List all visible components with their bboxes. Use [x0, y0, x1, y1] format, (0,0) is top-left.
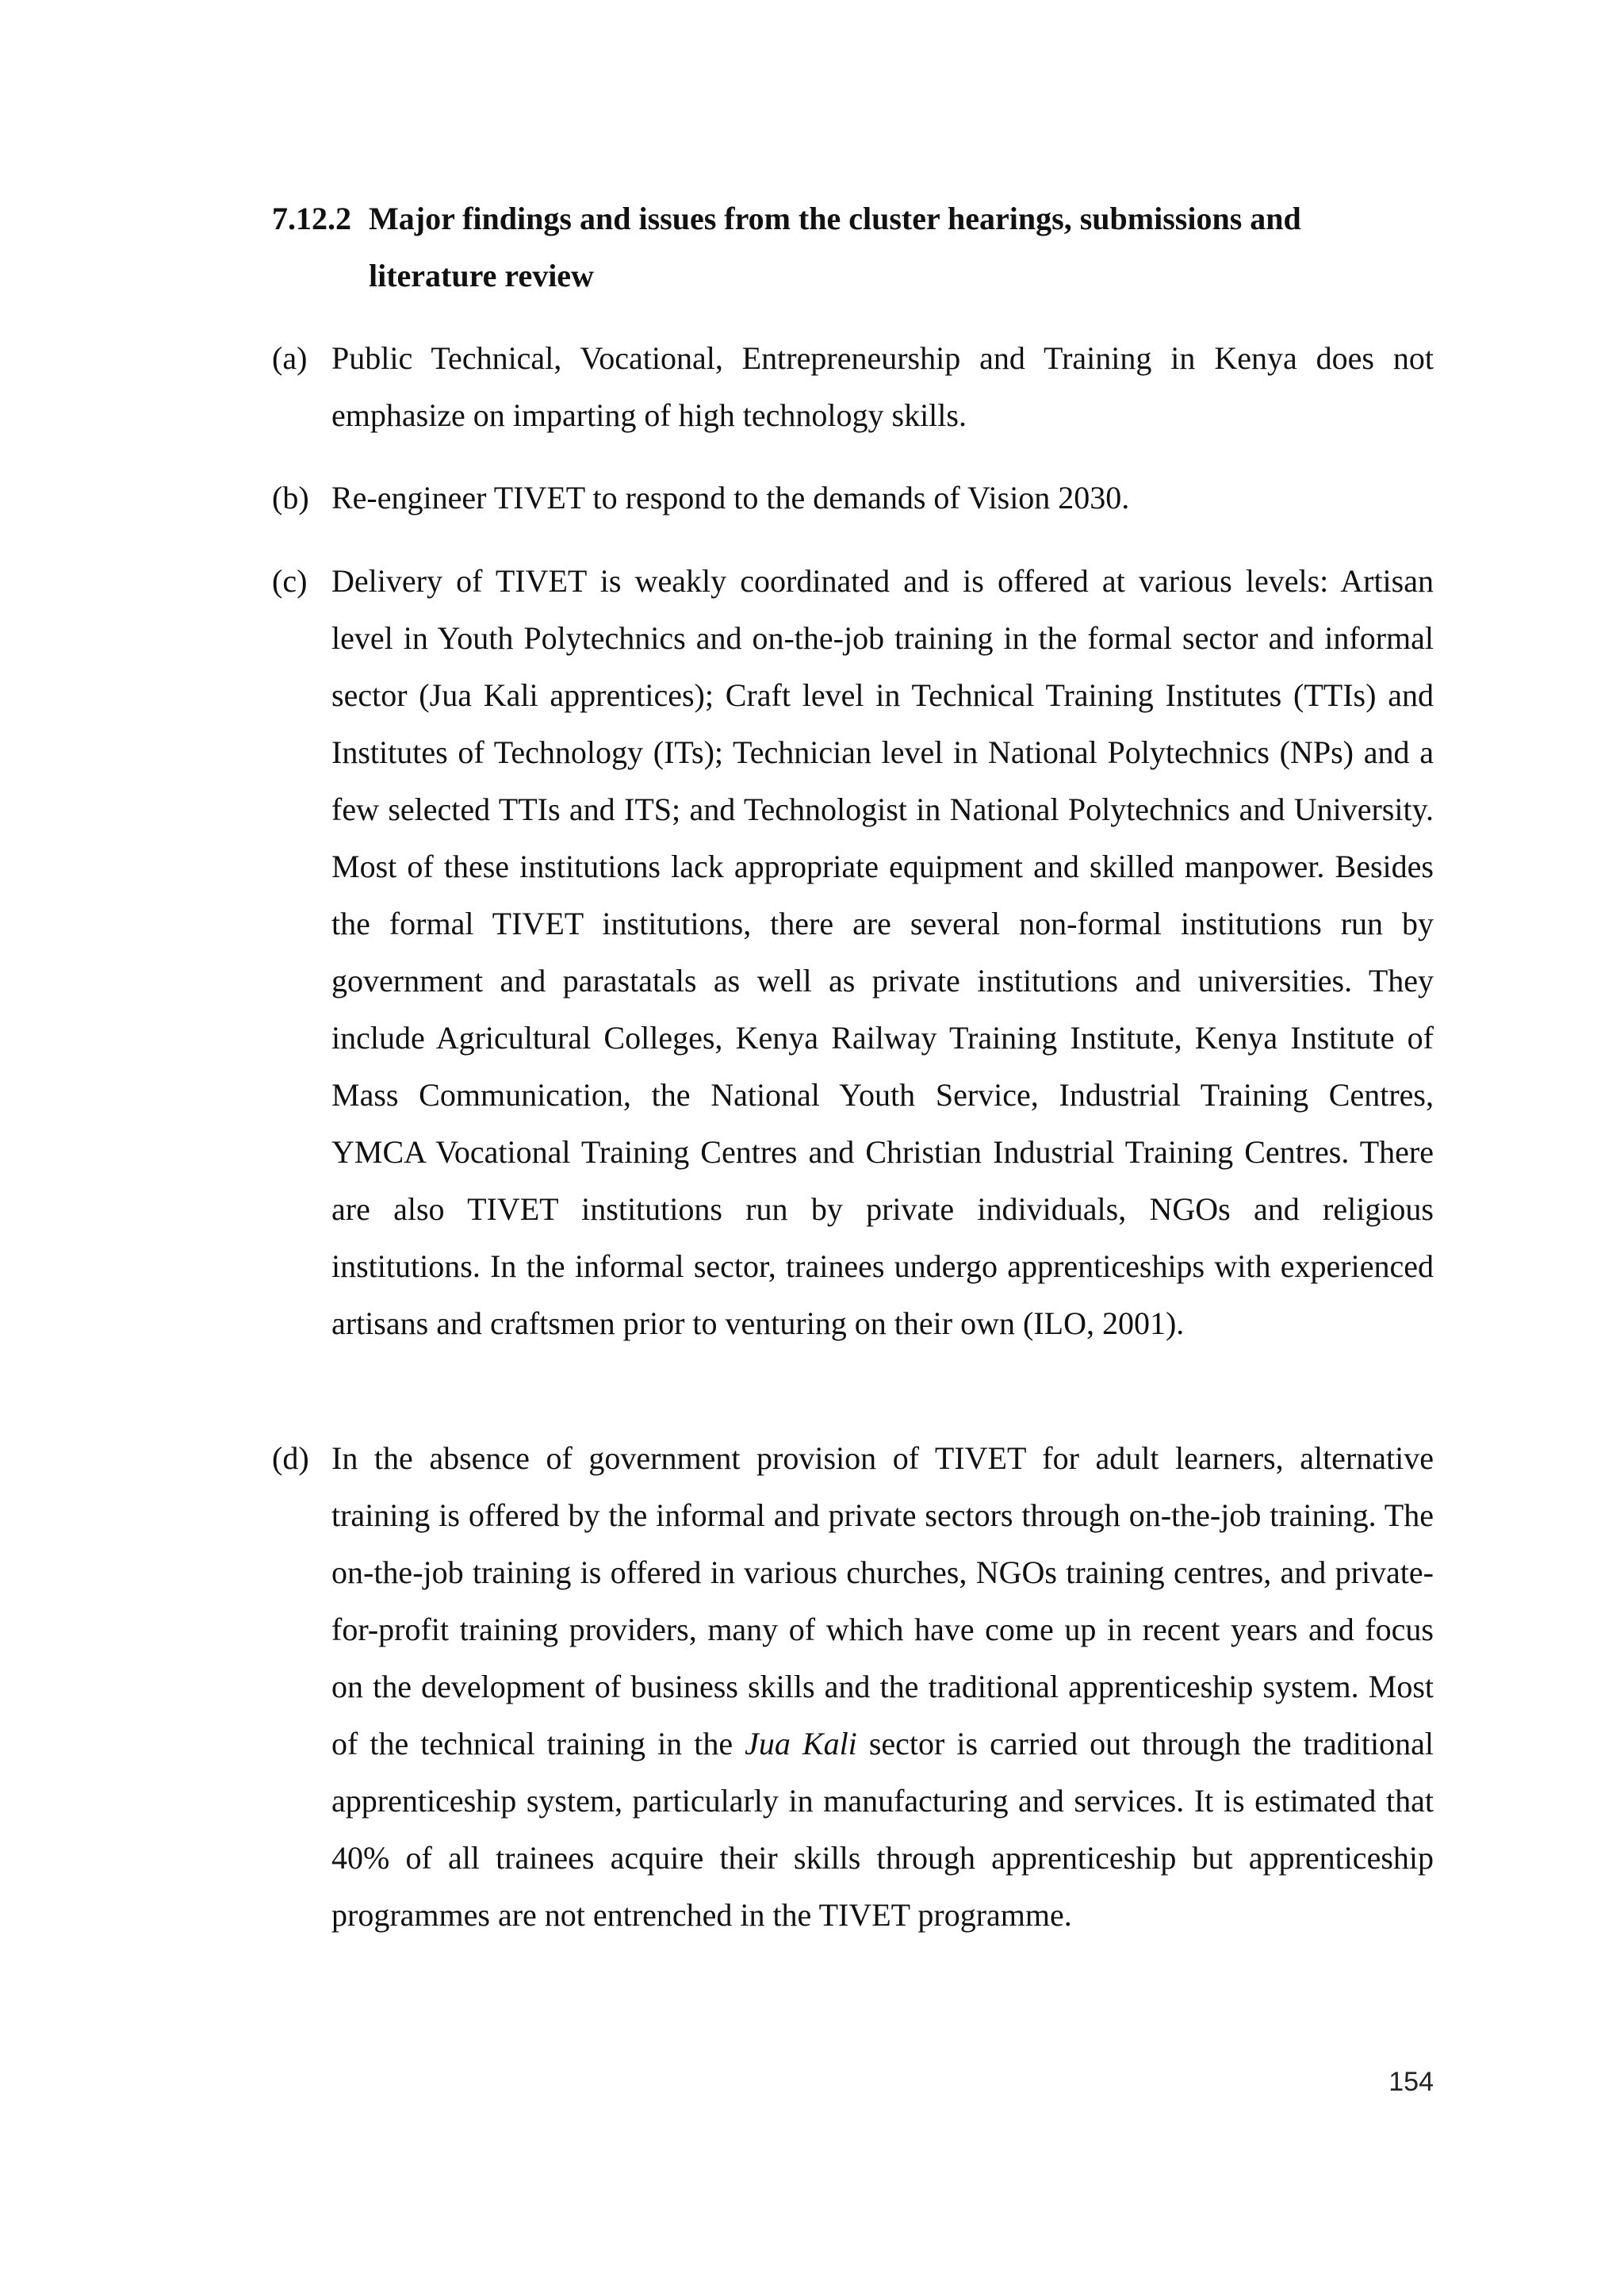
list-item-d	[272, 1430, 1434, 1944]
list-item-text: Public Technical, Vocational, Entrepreneurship and Training in Kenya does not emphasize on imparting of high technology skills.	[331, 340, 1434, 433]
list-item-label: (c)	[272, 563, 308, 599]
section-number: 7.12.2	[272, 201, 351, 236]
list-item-label: (a)	[272, 340, 308, 376]
page-number: 154	[1388, 2067, 1434, 2097]
list-item-b	[272, 470, 1434, 527]
list-item-text-italic: Jua Kali	[745, 1726, 857, 1761]
list-item-text-part2: sector is carried out through the traditional apprenticeship system, particularly in manufacturing and services. It is estimated that 40% of all trainees acquire their skills through apprenticeship but apprenticeship programmes are not entrenched in the TIVET programme.	[331, 1726, 1434, 1933]
list-item-a	[272, 330, 1434, 444]
list-item-label: (d)	[272, 1440, 309, 1476]
list-item-text: Delivery of TIVET is weakly coordinated and is offered at various levels: Artisan level in Youth Polytechnics and on-the-job training in the formal sector and informal sector (Jua Kali apprentices); Craft level in Technical Training Institutes (TTIs) and Institutes of Technology (ITs); Technician level in National Polytechnics (NPs) and a few selected TTIs and ITS; and Technologist in National Polytechnics and University. Most of these institutions lack appropriate equipment and skilled manpower. Besides the formal TIVET institutions, there are several non-formal institutions run by government and parastatals as well as private institutions and universities. They include Agricultural Colleges, Kenya Railway Training Institute, Kenya Institute of Mass Communication, the National Youth Service, Industrial Training Centres, YMCA Vocational Training Centres and Christian Industrial Training Centres. There are also TIVET institutions run by private individuals, NGOs and religious institutions. In the informal sector, trainees undergo apprenticeships with experienced artisans and craftsmen prior to venturing on their own (ILO, 2001).	[331, 563, 1434, 1341]
list-item-c	[272, 553, 1434, 1352]
section-title-line2: literature review	[369, 258, 594, 293]
list-item-text-part1: In the absence of government provision of TIVET for adult learners, alternative training is offered by the informal and private sectors through on-the-job training. The on-the-job training is offered in various churches, NGOs training centres, and private-for-profit training providers, many of which have come up in recent years and focus on the development of business skills and the traditional apprenticeship system. Most of the technical training in the	[331, 1440, 1434, 1761]
list-item-label: (b)	[272, 480, 309, 516]
list-item-text	[331, 1430, 1434, 1944]
section-title-line1: Major findings and issues from the cluster hearings, submissions and	[369, 201, 1301, 236]
list-item-text: Re-engineer TIVET to respond to the demands of Vision 2030.	[331, 480, 1130, 516]
section-heading	[272, 190, 1434, 305]
